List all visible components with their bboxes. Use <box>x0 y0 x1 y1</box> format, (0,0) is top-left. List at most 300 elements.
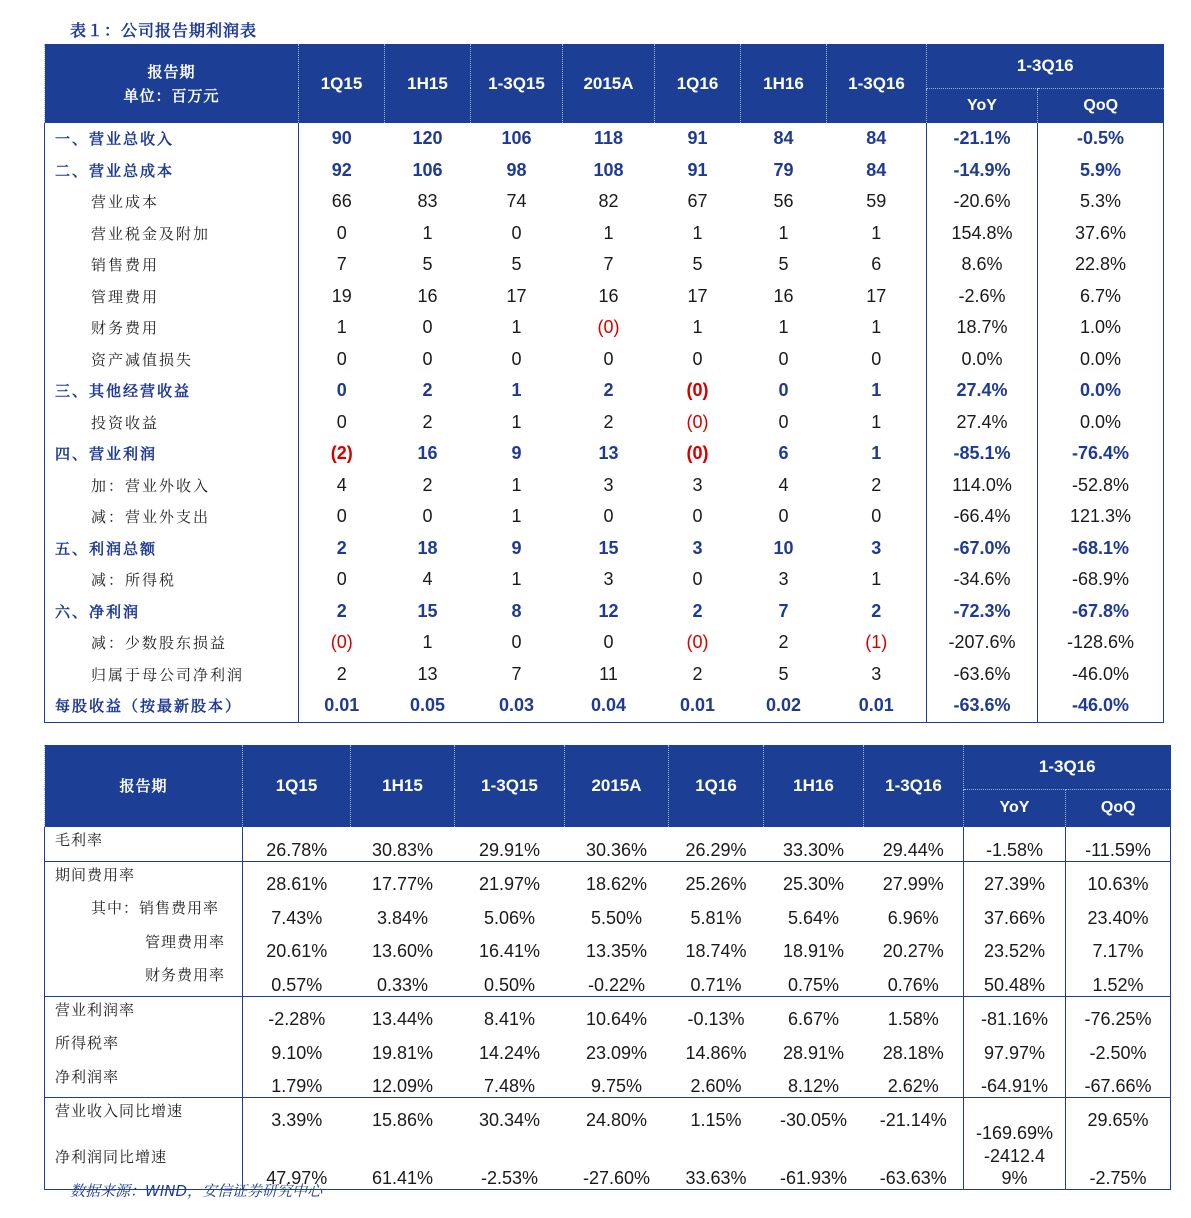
cell: 5 <box>511 254 522 275</box>
cell: 0 <box>511 632 522 653</box>
cell: 1 <box>778 317 789 338</box>
row-label: 销售费用 <box>91 256 160 275</box>
cell: 1 <box>871 443 882 464</box>
cell: 2 <box>692 600 703 621</box>
qoq-header: QoQ <box>1066 789 1171 827</box>
col-header: 1-3Q16 <box>864 745 964 827</box>
cell: 5.9% <box>1038 155 1164 187</box>
cell: 3.84% <box>376 907 429 928</box>
col-header: 1H15 <box>385 44 471 123</box>
cell: 9.10% <box>243 1030 351 1064</box>
cell: 3 <box>871 537 882 558</box>
cell: 106 <box>412 159 443 180</box>
row-label: 三、其他经营收益 <box>55 382 192 401</box>
cell: 106 <box>501 128 532 149</box>
cell: 23.40% <box>1066 895 1171 929</box>
cell: 66 <box>299 186 385 218</box>
cell: -66.4% <box>927 501 1038 533</box>
row-label: 管理费用率 <box>145 932 226 951</box>
table-row <box>45 533 1164 565</box>
cell: 13 <box>598 443 619 464</box>
cell: -21.14% <box>864 1098 964 1144</box>
col-header: 1Q16 <box>655 44 741 123</box>
cell: 3.39% <box>243 1098 351 1144</box>
cell: (0) <box>299 627 385 659</box>
cell: 16 <box>773 285 794 306</box>
cell: 11 <box>599 663 618 684</box>
cell: 0.0% <box>1038 375 1164 407</box>
cell: 10.63% <box>1066 861 1171 895</box>
cell: 0 <box>778 411 789 432</box>
cell: 61.41% <box>351 1144 455 1190</box>
cell: 8.41% <box>455 996 565 1030</box>
cell: 5 <box>692 254 703 275</box>
cell: 7 <box>511 663 522 684</box>
cell: -63.6% <box>927 659 1038 691</box>
cell: -2.50% <box>1066 1030 1171 1064</box>
cell: 91 <box>687 128 708 149</box>
cell: -169.69% <box>964 1098 1066 1144</box>
cell: 29.91% <box>478 839 541 860</box>
cell: -1.58% <box>964 827 1066 861</box>
table-row <box>45 186 1164 218</box>
cell: 7 <box>778 600 789 621</box>
cell: 27.4% <box>927 407 1038 439</box>
cell: 1 <box>778 222 789 243</box>
row-label: 所得税率 <box>55 1034 120 1052</box>
col-header: 1H15 <box>351 745 455 827</box>
cell: 5 <box>422 254 433 275</box>
row-label: 营业成本 <box>91 193 160 212</box>
cell: 5.3% <box>1038 186 1164 218</box>
col-header: 1H16 <box>741 44 827 123</box>
cell: 6 <box>871 254 882 275</box>
table-row <box>45 861 1171 895</box>
cell: 17 <box>866 285 887 306</box>
cell: 114.0% <box>927 470 1038 502</box>
col-header: 1-3Q15 <box>471 44 563 123</box>
table-row <box>45 1064 1171 1098</box>
cell: 15 <box>598 537 619 558</box>
cell: 0 <box>603 506 614 527</box>
cell: 0.0% <box>1038 407 1164 439</box>
cell: 33.30% <box>782 839 845 860</box>
table-row <box>45 564 1164 596</box>
cell: 5 <box>778 254 789 275</box>
cell: 56 <box>773 191 794 212</box>
row-label: 净利润同比增速 <box>45 1144 243 1190</box>
cell: 14.24% <box>478 1042 541 1063</box>
cell: 98 <box>506 159 527 180</box>
cell: 2.62% <box>887 1076 939 1096</box>
cell: 0.71% <box>690 974 742 995</box>
cell: 79 <box>773 159 794 180</box>
table-row <box>45 1030 1171 1064</box>
income-statement-table <box>44 44 1164 723</box>
cell: 10.64% <box>565 996 669 1030</box>
row-label: 一、营业总收入 <box>55 130 175 149</box>
cell: -0.5% <box>1038 123 1164 155</box>
cell: 20.27% <box>882 941 944 961</box>
period-header <box>45 44 299 123</box>
cell: 7.43% <box>243 895 351 929</box>
cell: -20.6% <box>927 186 1038 218</box>
row-label: 营业收入同比增速 <box>45 1098 243 1144</box>
cell: 1 <box>871 317 882 338</box>
unit-label: 单位：百万元 <box>123 86 220 105</box>
row-label: 营业税金及附加 <box>91 224 211 243</box>
col-header: 1-3Q15 <box>455 745 565 827</box>
row-label: 毛利率 <box>55 831 104 849</box>
cell: -63.6% <box>927 690 1038 722</box>
cell: 2 <box>299 596 385 628</box>
cell: 1 <box>692 222 703 243</box>
cell: 4 <box>422 569 433 590</box>
cell: 19.81% <box>371 1042 434 1063</box>
table-row <box>45 438 1164 470</box>
cell: 5.64% <box>787 907 840 928</box>
col-header: 1-3Q16 <box>827 44 927 123</box>
cell: 90 <box>299 123 385 155</box>
group-header: 1-3Q16 <box>964 745 1171 789</box>
table-row <box>45 281 1164 313</box>
cell: 1 <box>511 474 522 495</box>
col-header: 1H16 <box>764 745 864 827</box>
cell: 2 <box>692 663 703 684</box>
table-row <box>45 996 1171 1030</box>
cell: -2.75% <box>1066 1144 1171 1190</box>
cell: 1 <box>511 506 522 527</box>
cell: 14.86% <box>685 1042 747 1063</box>
row-label: 其中：销售费用率 <box>91 899 220 917</box>
cell: 1 <box>871 222 882 243</box>
group-header: 1-3Q16 <box>927 44 1164 88</box>
cell: 1 <box>603 222 614 243</box>
cell: -68.1% <box>1038 533 1164 565</box>
qoq-header: QoQ <box>1038 88 1164 123</box>
cell: -85.1% <box>927 438 1038 470</box>
table-row <box>45 690 1164 722</box>
cell: 33.63% <box>669 1144 764 1190</box>
cell: 0 <box>422 506 433 527</box>
cell: 1 <box>299 312 385 344</box>
cell: 1 <box>871 411 882 432</box>
cell: 0.03 <box>471 690 563 722</box>
cell: 26.29% <box>685 839 747 860</box>
cell: 84 <box>773 128 794 149</box>
cell: 0 <box>778 506 789 527</box>
cell: 1 <box>692 317 703 338</box>
cell: 16.41% <box>478 941 541 961</box>
cell: 13 <box>417 663 438 684</box>
cell: 0 <box>778 380 789 401</box>
cell: 27.39% <box>964 861 1066 895</box>
row-label: 财务费用率 <box>145 966 226 984</box>
cell: 47.97% <box>243 1144 351 1190</box>
cell: 5.81% <box>690 907 742 928</box>
cell: 0.33% <box>376 974 429 995</box>
cell: 13.44% <box>351 996 455 1030</box>
cell: 17.77% <box>351 861 455 895</box>
cell: 30.83% <box>371 839 434 860</box>
cell: 1 <box>511 411 522 432</box>
cell: -34.6% <box>927 564 1038 596</box>
cell: 20.61% <box>243 929 351 963</box>
cell: 2 <box>422 380 433 401</box>
row-label: 四、营业利润 <box>55 445 158 464</box>
row-label: 投资收益 <box>91 413 160 432</box>
cell: 6.7% <box>1038 281 1164 313</box>
cell: 7.48% <box>483 1076 536 1096</box>
cell: 0 <box>299 344 385 376</box>
cell: 0 <box>692 348 703 369</box>
cell: 0 <box>692 506 703 527</box>
period-header-2: 报告期 <box>45 745 243 827</box>
cell: 18 <box>417 537 438 558</box>
cell: 0 <box>603 632 614 653</box>
cell: 29.65% <box>1066 1098 1171 1144</box>
cell: 0.02 <box>741 690 827 722</box>
cell: -46.0% <box>1038 690 1164 722</box>
table-row <box>45 501 1164 533</box>
cell: 8 <box>511 600 522 621</box>
data-source-note: 数据来源：WIND，安信证券研究中心 <box>70 1182 323 1200</box>
cell: 3 <box>692 474 703 495</box>
cell: 1 <box>422 632 433 653</box>
row-label: 减：营业外支出 <box>91 508 211 527</box>
cell: 7 <box>603 254 614 275</box>
yoy-header: YoY <box>964 789 1066 827</box>
cell: (0) <box>597 317 620 338</box>
cell: -76.25% <box>1066 996 1171 1030</box>
table-row <box>45 123 1164 155</box>
cell: 22.8% <box>1038 249 1164 281</box>
cell: 1 <box>871 569 882 590</box>
row-label: 净利润率 <box>55 1067 120 1086</box>
cell: 0 <box>603 348 614 369</box>
cell: 154.8% <box>927 218 1038 250</box>
cell: 3 <box>871 663 882 684</box>
cell: 83 <box>417 191 438 212</box>
cell: -46.0% <box>1038 659 1164 691</box>
yoy-header: YoY <box>927 88 1038 123</box>
cell: -21.1% <box>927 123 1038 155</box>
cell: 2 <box>871 600 882 621</box>
cell: -64.91% <box>964 1064 1066 1098</box>
cell: (0) <box>686 443 709 464</box>
cell: 23.09% <box>585 1042 648 1063</box>
period-label: 报告期 <box>147 62 196 81</box>
cell: 0 <box>871 348 882 369</box>
cell: 23.52% <box>964 929 1066 963</box>
cell: -63.63% <box>864 1144 964 1190</box>
cell: -67.0% <box>927 533 1038 565</box>
cell: 7 <box>299 249 385 281</box>
cell: 0.01 <box>655 690 741 722</box>
cell: 6.96% <box>887 907 939 928</box>
cell: 1.58% <box>864 996 964 1030</box>
cell: -81.16% <box>964 996 1066 1030</box>
cell: 67 <box>687 191 708 212</box>
cell: 0 <box>299 407 385 439</box>
cell: 0 <box>299 375 385 407</box>
cell: 0.04 <box>563 690 655 722</box>
cell: 27.99% <box>864 861 964 895</box>
cell: 26.78% <box>243 827 351 861</box>
cell: 0.0% <box>1038 344 1164 376</box>
row-label: 管理费用 <box>91 287 160 306</box>
cell: (0) <box>686 380 709 401</box>
cell: 1 <box>422 222 433 243</box>
cell: 50.48% <box>964 962 1066 996</box>
cell: 97.97% <box>964 1030 1066 1064</box>
table-row <box>45 827 1171 861</box>
cell: -14.9% <box>927 155 1038 187</box>
cell: 15 <box>417 600 438 621</box>
cell: 8.6% <box>927 249 1038 281</box>
row-label: 五、利润总额 <box>55 539 158 558</box>
cell: -0.22% <box>587 974 646 995</box>
cell: 0.50% <box>483 974 536 995</box>
cell: 0 <box>299 501 385 533</box>
cell: 13.35% <box>585 941 648 961</box>
cell: 120 <box>412 128 443 149</box>
cell: 16 <box>417 443 438 464</box>
cell: 0 <box>511 222 522 243</box>
cell: 30.36% <box>585 839 648 860</box>
table-row <box>45 596 1164 628</box>
cell: 118 <box>593 128 624 149</box>
table-row <box>45 1098 1171 1144</box>
table-row <box>45 470 1164 502</box>
cell: 3 <box>603 474 614 495</box>
row-label: 财务费用 <box>91 319 160 338</box>
table-row <box>45 249 1164 281</box>
cell: 1.15% <box>669 1098 764 1144</box>
cell: 10 <box>773 537 794 558</box>
cell: -72.3% <box>927 596 1038 628</box>
row-label: 每股收益（按最新股本） <box>45 690 299 722</box>
cell: 30.34% <box>455 1098 565 1144</box>
col-header: 1Q15 <box>243 745 351 827</box>
col-header: 2015A <box>565 745 669 827</box>
cell: 6.67% <box>764 996 864 1030</box>
cell: 9.75% <box>590 1076 643 1096</box>
cell: 0 <box>422 317 433 338</box>
cell: 19 <box>299 281 385 313</box>
cell: 21.97% <box>455 861 565 895</box>
cell: 1 <box>511 317 522 338</box>
cell: 25.30% <box>764 861 864 895</box>
table-row <box>45 344 1164 376</box>
cell: 92 <box>299 155 385 187</box>
cell: 0 <box>511 348 522 369</box>
row-label: 期间费用率 <box>45 861 243 895</box>
cell: 8.12% <box>787 1076 840 1096</box>
cell: 2 <box>778 632 789 653</box>
cell: (1) <box>865 632 888 653</box>
cell: -67.8% <box>1038 596 1164 628</box>
row-label: 归属于母公司净利润 <box>91 665 245 684</box>
row-label: 减：少数股东损益 <box>91 634 228 653</box>
table-row <box>45 312 1164 344</box>
cell: 18.91% <box>782 941 845 961</box>
cell: 24.80% <box>565 1098 669 1144</box>
cell: 2 <box>299 533 385 565</box>
cell: 0.75% <box>787 974 840 995</box>
cell: 27.4% <box>927 375 1038 407</box>
cell: 0.01 <box>299 690 385 722</box>
row-label: 减：所得税 <box>91 571 177 590</box>
cell: 2 <box>871 474 882 495</box>
cell: 1 <box>511 380 522 401</box>
cell: 28.61% <box>243 861 351 895</box>
cell: 12 <box>598 600 619 621</box>
cell: 4 <box>778 474 789 495</box>
cell: 16 <box>417 285 438 306</box>
cell: -207.6% <box>927 627 1038 659</box>
cell: 121.3% <box>1038 501 1164 533</box>
cell: 91 <box>687 159 708 180</box>
row-label: 二、营业总成本 <box>55 161 175 180</box>
cell: 5 <box>778 663 789 684</box>
cell: 0.05 <box>385 690 471 722</box>
cell: 16 <box>598 285 619 306</box>
cell: -67.66% <box>1066 1064 1171 1098</box>
cell: 25.26% <box>669 861 764 895</box>
cell: -0.13% <box>669 996 764 1030</box>
cell: 82 <box>598 191 619 212</box>
cell: -76.4% <box>1038 438 1164 470</box>
cell: -27.60% <box>565 1144 669 1190</box>
cell: 2 <box>603 411 614 432</box>
cell: 0 <box>692 569 703 590</box>
cell: 13.60% <box>371 941 434 961</box>
cell: 3 <box>692 537 703 558</box>
cell: (0) <box>686 632 709 653</box>
cell: -2.6% <box>927 281 1038 313</box>
cell: 5.06% <box>483 907 536 928</box>
cell: -2.28% <box>243 996 351 1030</box>
cell: 1 <box>871 380 882 401</box>
cell: 0.76% <box>887 974 939 995</box>
cell: 0 <box>778 348 789 369</box>
cell: 9 <box>511 537 522 558</box>
cell: 0 <box>299 564 385 596</box>
cell: 84 <box>866 128 887 149</box>
cell: -2.53% <box>455 1144 565 1190</box>
table-title: 表１：公司报告期利润表 <box>70 21 258 40</box>
row-label: 营业利润率 <box>45 996 243 1030</box>
cell: -30.05% <box>764 1098 864 1144</box>
cell: 59 <box>866 191 887 212</box>
cell: -11.59% <box>1066 827 1171 861</box>
cell: 17 <box>506 285 527 306</box>
col-header: 2015A <box>563 44 655 123</box>
cell: 0 <box>871 506 882 527</box>
cell: 3 <box>778 569 789 590</box>
cell: 4 <box>299 470 385 502</box>
cell: 2 <box>603 380 614 401</box>
cell: 18.74% <box>685 941 747 961</box>
table-row <box>45 375 1164 407</box>
cell: 5.50% <box>590 907 643 928</box>
cell: 1.0% <box>1038 312 1164 344</box>
table-row <box>45 407 1164 439</box>
table-row <box>45 895 1171 929</box>
cell: 2 <box>422 474 433 495</box>
cell: 1.52% <box>1066 962 1171 996</box>
